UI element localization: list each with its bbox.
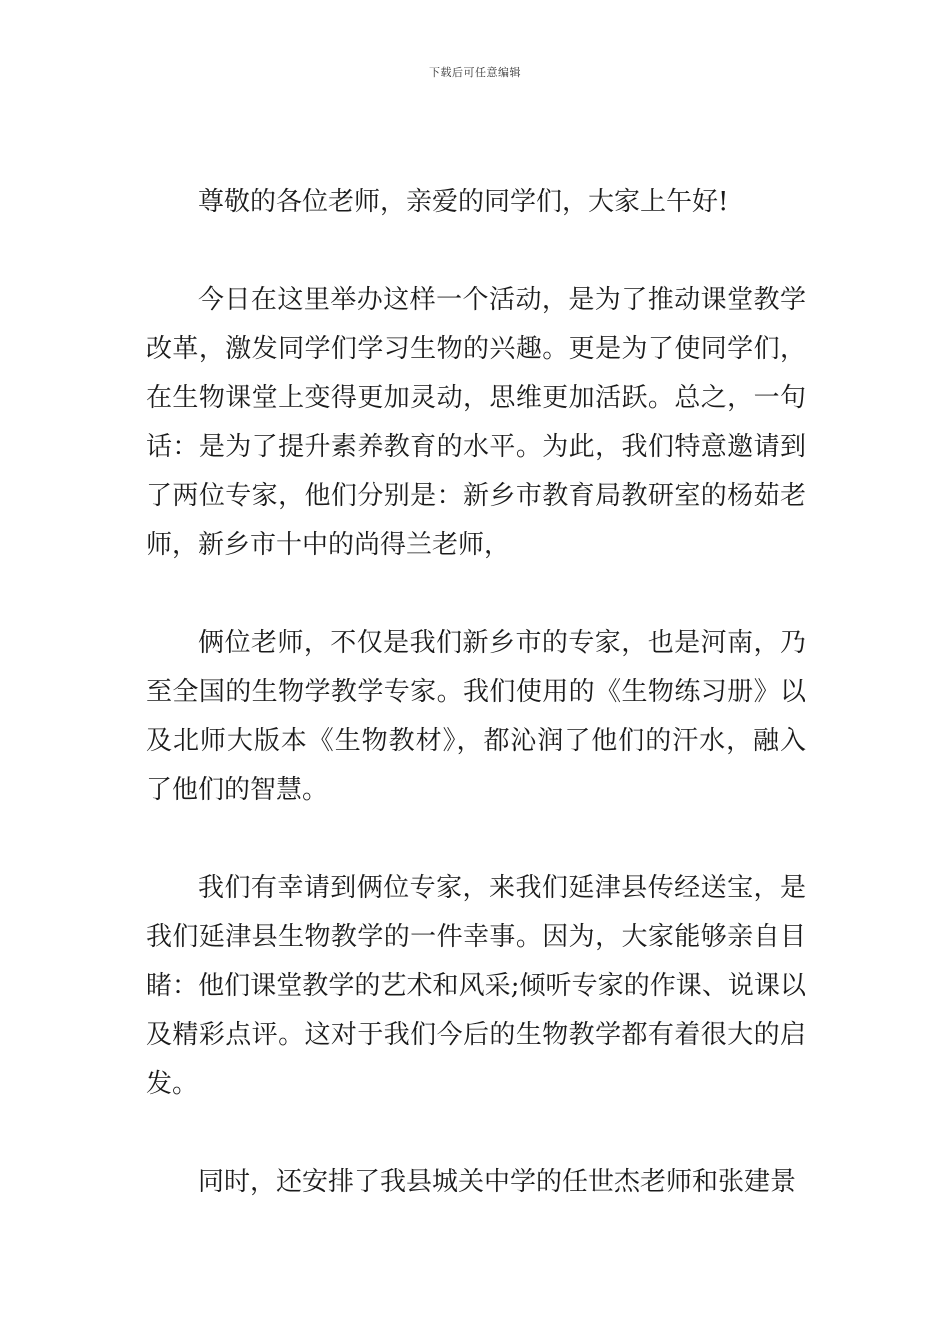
page-header: 下载后可任意编辑: [429, 66, 521, 79]
body-paragraph-3: 我们有幸请到俩位专家，来我们延津县传经送宝，是我们延津县生物教学的一件幸事。因为，大家能够亲自目睹：他们课堂教学的艺术和风采;倾听专家的作课、说课以及精彩点评。这对于我们今后的生物教学都有着很大的启发。: [146, 873, 806, 1099]
document-body: [146, 178, 806, 1207]
body-paragraph-1: 今日在这里举办这样一个活动，是为了推动课堂教学改革，激发同学们学习生物的兴趣。更是为了使同学们，在生物课堂上变得更加灵动，思维更加活跃。总之，一句话：是为了提升素养教育的水平。为此，我们特意邀请到了两位专家，他们分别是：新乡市教育局教研室的杨茹老师，新乡市十中的尚得兰老师，: [146, 285, 806, 560]
body-paragraph-2: 俩位老师，不仅是我们新乡市的专家，也是河南，乃至全国的生物学教学专家。我们使用的《生物练习册》以及北师大版本《生物教材》，都沁润了他们的汗水，融入了他们的智慧。: [146, 628, 806, 805]
paragraph-gap: [146, 815, 806, 864]
paragraph-gap: [146, 570, 806, 619]
paragraph-gap: [146, 1109, 806, 1158]
body-paragraph-4: 同时，还安排了我县城关中学的任世杰老师和张建景: [198, 1167, 797, 1197]
paragraph-gap: [146, 227, 806, 276]
greeting-paragraph: 尊敬的各位老师，亲爱的同学们，大家上午好!: [198, 187, 729, 217]
